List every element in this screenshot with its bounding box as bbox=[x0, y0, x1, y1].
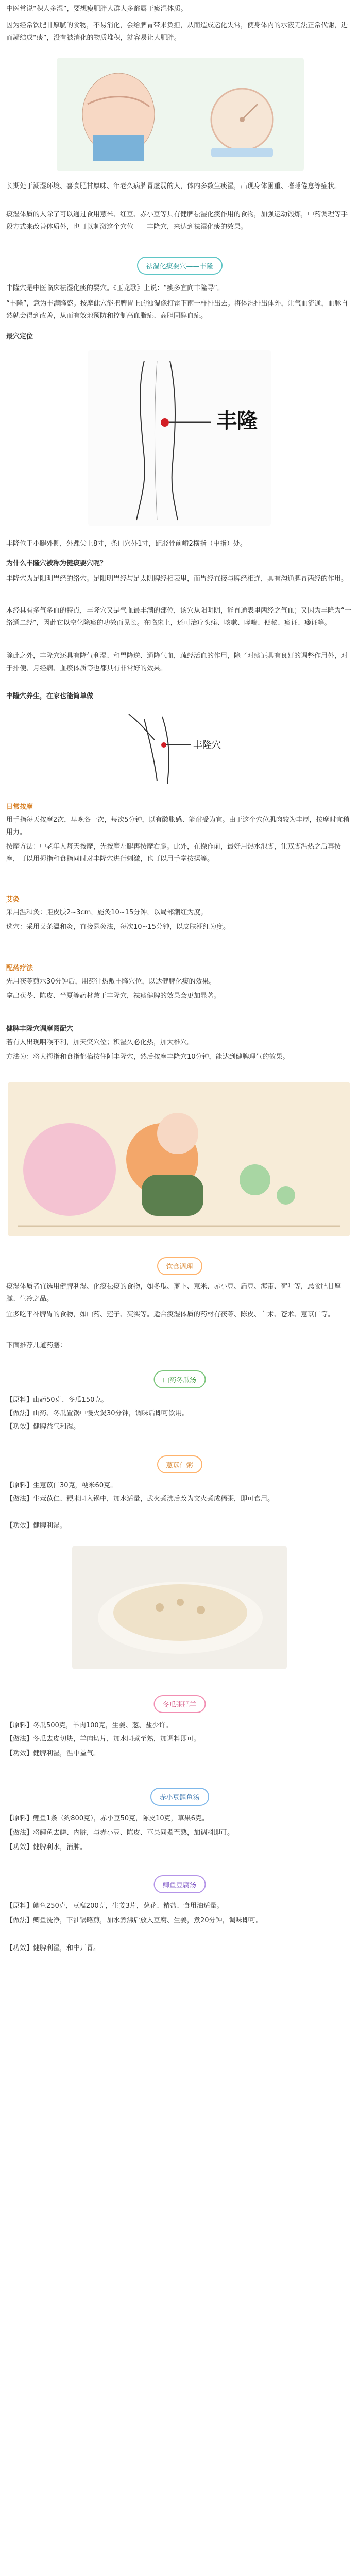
section-pill-diet: 饮食调理 bbox=[157, 1257, 202, 1275]
diet-intro-p3: 下面推荐几道药膳： bbox=[6, 1342, 67, 1349]
diet-intro-p1: 痰湿体质者宜选用健脾利湿、化痰祛痰的食物，如冬瓜、萝卜、薏米、赤小豆、扁豆、海带、荷叶等，忌食肥甘厚腻、生冷之品。 bbox=[6, 1283, 341, 1303]
tip-p1: 用手指每天按摩2次，早晚各一次，每次5分钟，以有酸胀感、能耐受为宜。由于这个穴位肌肉较为丰厚，按摩时宜稍用力。 bbox=[6, 816, 350, 836]
intro-p2: 因为经常饮肥甘厚腻的食物，不易消化，会给脾胃带来负担，从而造成运化失常，使身体内的水液无法正常代谢，进而凝结成“痰”，没有被消化的物质堆积，就容易让人肥胖。 bbox=[6, 22, 348, 42]
recipe4-pill: 赤小豆鲤鱼汤 bbox=[150, 1788, 209, 1806]
recipe3-effect: 【功效】健脾利湿，温中益气。 bbox=[6, 1750, 100, 1757]
recipe4-method: 【做法】将鲤鱼去鳞、内脏，与赤小豆、陈皮、草果同煮至熟，加调料即可。 bbox=[6, 1829, 234, 1837]
section1-p1: 长期处于潮湿环境、喜食肥甘厚味、年老久病脾胃虚弱的人，体内多数生痰湿，出现身体困重、嗜睡倦怠等症状。 bbox=[6, 182, 341, 190]
illustration-porridge bbox=[72, 1546, 287, 1669]
section2-p4: 丰隆穴为足阳明胃经的络穴。足阳明胃经与足太阴脾经相表里，而胃经直接与脾经相连，具有沟通脾胃两经的作用。 bbox=[6, 575, 348, 583]
section1-p2: 痰湿体质的人除了可以通过食用薏米、红豆、赤小豆等具有健脾祛湿化痰作用的食物，加强运动锻炼，中药调理等手段方式来改善体质外，也可以刺激这个穴位——丰隆穴，来达到祛湿化痰的效果。 bbox=[6, 211, 348, 231]
moxa-heading: 艾灸 bbox=[6, 896, 20, 904]
section2-p5: 本经具有多气多血的特点，丰隆穴又是气血最丰满的部位，该穴从阳明阴，能直通表里两经之气血；又因为丰隆为“一络通二经”，因此它以空化除痰的功效而见长。在临床上，还可治疗头痛、咳嗽、哮喘、便秘、痰证、痿证等。 bbox=[6, 607, 351, 627]
illustration-leg-svg bbox=[88, 350, 271, 526]
illustration-exercise-svg bbox=[8, 1082, 350, 1236]
intro-p1: 中医常说“积人多湿”，要想瘦肥胖人群大多都属于痰湿体质。 bbox=[6, 5, 187, 13]
recipe1-effect: 【功效】健脾益气利湿。 bbox=[6, 1423, 80, 1431]
illustration-exercise bbox=[8, 1082, 350, 1236]
section-pill-fenglong: 祛湿化痰要穴——丰隆 bbox=[136, 257, 222, 275]
tip-p2: 按摩方法：中老年人每天按摩，先按摩左腿再按摩右腿。此外，在操作前，最好用热水泡脚，让双脚温热之后再按摩，可以用拇指和食指同时对丰隆穴进行刺激，也可以用手掌按揉等。 bbox=[6, 843, 341, 863]
recipe2-pill: 薏苡仁粥 bbox=[157, 1455, 202, 1473]
illustration-weight-svg bbox=[57, 58, 304, 171]
recipe1-pill: 山药冬瓜汤 bbox=[153, 1370, 206, 1388]
recipe2-method: 【做法】生薏苡仁、粳米同入锅中，加水适量，武火煮沸后改为文火煮成稀粥，即可食用。 bbox=[6, 1495, 275, 1503]
illustration-leg-point bbox=[113, 704, 246, 791]
moxa-p2: 选穴：采用艾条温和灸，直接悬灸法，每次10~15分钟，以皮肤潮红为度。 bbox=[6, 923, 230, 931]
illustration-porridge-svg bbox=[72, 1546, 287, 1669]
section2-heading-combo: 健脾丰隆穴调摩图配穴 bbox=[6, 1025, 74, 1033]
section2-p6: 除此之外，丰隆穴还具有降气利湿、和胃降逆、通降气血，疏经活血的作用，除了对痰证具有良好的调整作用外，对于排便、月经病、血瘀体质等也都具有非常好的效果。 bbox=[6, 652, 348, 672]
tip-heading: 日常按摩 bbox=[6, 803, 33, 811]
recipe3-pill: 冬瓜粥肥羊 bbox=[153, 1695, 206, 1713]
recipe2-effect: 【功效】健脾利湿。 bbox=[6, 1522, 67, 1530]
recipe5-effect: 【功效】健脾利湿，和中开胃。 bbox=[6, 1944, 100, 1952]
illustration-leg-point-svg bbox=[113, 704, 246, 791]
moxa-p1: 采用温和灸：距皮肤2~3cm，施灸10~15分钟，以局部潮红为度。 bbox=[6, 909, 208, 917]
recipe5-ingredients: 【原料】鲫鱼250克，豆腐200克，生姜3片，葱花、精盐、食用油适量。 bbox=[6, 1902, 224, 1910]
illustration-weight bbox=[57, 58, 304, 171]
section2-heading-home: 丰隆穴养生，在家也能简单做 bbox=[6, 692, 94, 700]
diet-heading: 配药疗法 bbox=[6, 964, 33, 972]
recipe5-method: 【做法】鲫鱼洗净，下油锅略煎，加水煮沸后放入豆腐、生姜，煮20分钟，调味即可。 bbox=[6, 1917, 263, 1924]
diet-p1: 先用茯苓煎水30分钟后，用药汁热敷丰隆穴位，以达健脾化痰的效果。 bbox=[6, 978, 216, 986]
section2-p8: 方法为：将大拇指和食指都掐按住阿丰隆穴，然后按摩丰隆穴10分钟，能达到健脾理气的效果。 bbox=[6, 1053, 289, 1061]
illustration-leg bbox=[88, 350, 271, 526]
section2-heading-location: 最穴定位 bbox=[6, 333, 33, 341]
section2-p3: 丰隆位于小腿外侧，外踝尖上8寸，条口穴外1寸，距胫骨前嵴2横指（中指）处。 bbox=[6, 540, 247, 548]
recipe4-effect: 【功效】健脾利水，消肿。 bbox=[6, 1843, 87, 1851]
recipe1-ingredients: 【原料】山药50克、冬瓜150克。 bbox=[6, 1396, 108, 1404]
diet-intro-p2: 宜多吃平补脾胃的食物，如山药、莲子、芡实等。适合痰湿体质的药材有茯苓、陈皮、白术、苍术、薏苡仁等。 bbox=[6, 1311, 335, 1318]
section2-question: 为什么丰隆穴被称为健痰要穴呢？ bbox=[6, 560, 107, 567]
diet-p2: 拿出茯苓、陈皮、半夏等药材敷于丰隆穴，祛痰健脾的效果会更加显著。 bbox=[6, 992, 221, 1000]
recipe4-ingredients: 【原料】鲤鱼1条（约800克），赤小豆50克，陈皮10克，草果6克。 bbox=[6, 1815, 209, 1822]
recipe3-ingredients: 【原料】冬瓜500克，羊肉100克，生姜、葱、盐少许。 bbox=[6, 1722, 173, 1730]
section2-p2: “丰隆”，意为丰满隆盛。按摩此穴能把脾胃上的浊湿像打雷下雨一样排出去。将体湿排出体外，让气血流通，血脉自然就会得到改善，从而有效地预防和控制高血脂症、高胆固醇血症。 bbox=[6, 300, 348, 320]
recipe5-pill: 鲫鱼豆腐汤 bbox=[153, 1875, 206, 1893]
section2-p1: 丰隆穴是中医临床祛湿化痰的要穴。《玉龙歌》上说：“痰多宜向丰隆寻”。 bbox=[6, 284, 224, 292]
section2-p7: 若有人出现咽喉不利，加天突穴位；积湿久必化热，加大椎穴。 bbox=[6, 1039, 194, 1046]
recipe1-method: 【做法】山药、冬瓜置锅中慢火煲30分钟，调味后即可饮用。 bbox=[6, 1410, 189, 1417]
recipe3-method: 【做法】冬瓜去皮切块，羊肉切片，加水同煮至熟，加调料即可。 bbox=[6, 1735, 201, 1743]
label-fenglong: 丰隆 bbox=[216, 409, 258, 433]
label-fenglong-point: 丰隆穴 bbox=[193, 740, 221, 751]
recipe2-ingredients: 【原料】生薏苡仁30克，粳米60克。 bbox=[6, 1482, 117, 1489]
